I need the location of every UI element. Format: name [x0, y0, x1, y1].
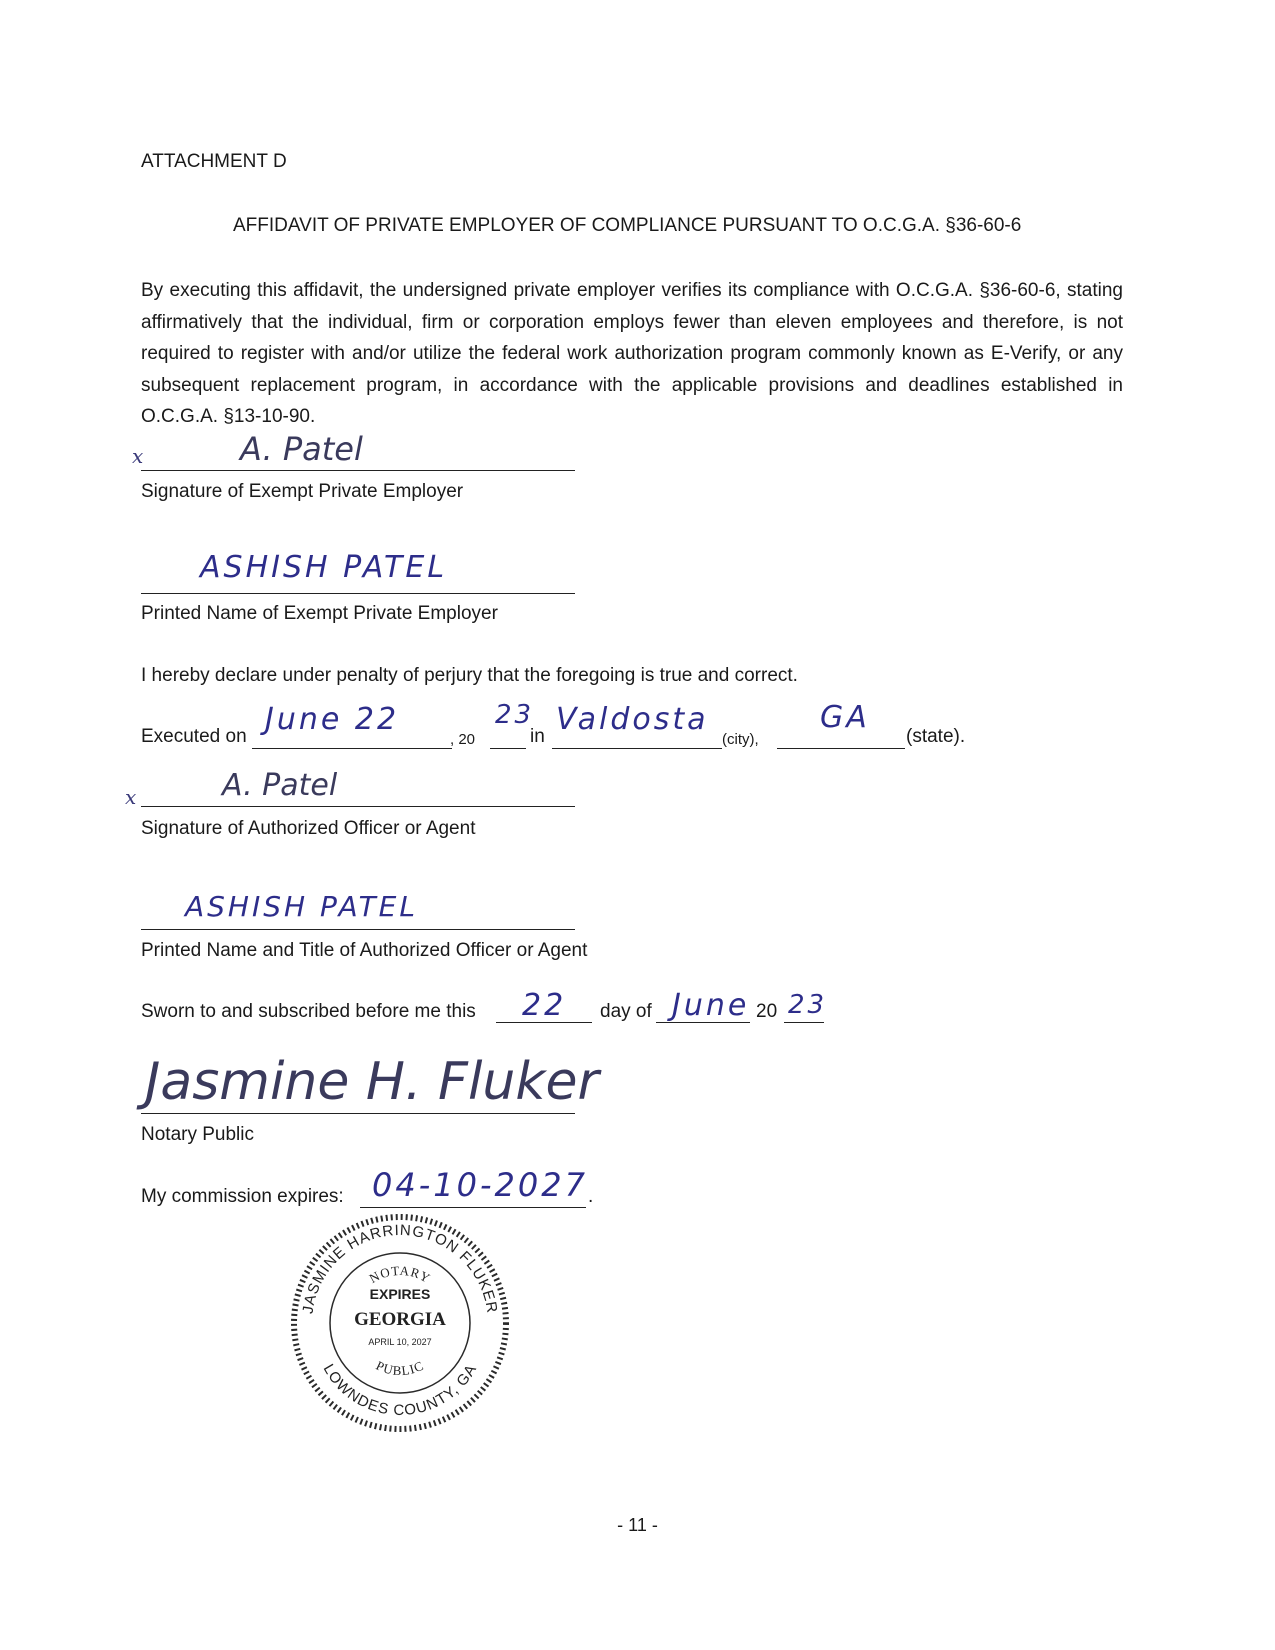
officer-printed-name-label: Printed Name and Title of Authorized Officer or Agent	[141, 940, 588, 961]
officer-signature: A. Patel	[222, 768, 338, 803]
executed-year-prefix: , 20	[450, 731, 476, 748]
sworn-year: 23	[788, 990, 828, 1020]
notary-seal	[290, 1213, 510, 1433]
affidavit-title: AFFIDAVIT OF PRIVATE EMPLOYER OF COMPLIANCE PURSUANT TO O.C.G.A. §36-60-6	[233, 215, 1022, 236]
executed-on-label: Executed on	[141, 726, 247, 747]
commission-date: 04-10-2027	[372, 1166, 588, 1204]
seal-notary: NOTARY	[366, 1262, 434, 1287]
attachment-heading: ATTACHMENT D	[141, 151, 287, 172]
employer-printed-name: ASHISH PATEL	[200, 550, 448, 585]
employer-signature-line	[141, 470, 575, 471]
seal-public: PUBLIC	[373, 1357, 427, 1379]
officer-name-line	[141, 929, 575, 930]
city-line	[552, 748, 722, 749]
employer-name-line	[141, 593, 575, 594]
day-of-label: day of	[600, 1001, 652, 1022]
officer-signature-label: Signature of Authorized Officer or Agent	[141, 818, 476, 839]
page-number: - 11 -	[617, 1515, 658, 1535]
seal-date: APRIL 10, 2027	[368, 1337, 432, 1347]
seal-top-arc: JASMINE HARRINGTON FLUKER	[299, 1221, 501, 1315]
seal-state: GEORGIA	[354, 1309, 446, 1330]
affidavit-paragraph: By executing this affidavit, the undersigned private employer verifies its compliance with O.C.G.A. §36-60-6, stating affirmatively that the individual, firm or corporation employs fewer than eleven employees and therefore, is not required to register with and/or utilize the federal work authorization program commonly known as E-Verify, or any subsequent replacement program, in accordance with the applicable provisions and deadlines established in O.C.G.A. §13-10-90.	[141, 280, 1123, 427]
sworn-label: Sworn to and subscribed before me this	[141, 1001, 476, 1022]
executed-date-line	[252, 748, 452, 749]
sworn-year-line	[784, 1022, 824, 1023]
state-label: (state).	[906, 726, 966, 747]
sworn-year-prefix: 20	[756, 1001, 778, 1022]
in-label: in	[530, 726, 545, 747]
notary-public-label: Notary Public	[141, 1124, 254, 1145]
executed-date: June 22	[265, 702, 400, 737]
notary-signature: Jasmine H. Fluker	[145, 1052, 599, 1112]
executed-year: 23	[495, 700, 535, 730]
city-label: (city),	[722, 731, 759, 748]
commission-period: .	[588, 1186, 594, 1207]
signature-x-mark: x	[132, 444, 144, 468]
commission-line	[360, 1207, 586, 1208]
officer-signature-line	[141, 806, 575, 807]
declaration-text: I hereby declare under penalty of perjury that the foregoing is true and correct.	[141, 665, 798, 686]
seal-expires: EXPIRES	[369, 1286, 431, 1302]
executed-year-line	[490, 748, 526, 749]
notary-signature-line	[141, 1113, 575, 1114]
officer-printed-name: ASHISH PATEL	[185, 890, 418, 923]
employer-signature-label: Signature of Exempt Private Employer	[141, 481, 464, 502]
sworn-day: 22	[522, 988, 567, 1023]
sworn-month: June	[672, 988, 750, 1023]
employer-printed-name-label: Printed Name of Exempt Private Employer	[141, 603, 498, 624]
executed-city: Valdosta	[556, 702, 709, 737]
seal-bottom-arc: LOWNDES COUNTY, GA	[319, 1361, 481, 1420]
commission-label: My commission expires:	[141, 1186, 344, 1207]
employer-signature: A. Patel	[240, 430, 363, 468]
officer-x-mark: x	[125, 785, 137, 809]
executed-state: GA	[820, 700, 870, 735]
state-line	[777, 748, 905, 749]
